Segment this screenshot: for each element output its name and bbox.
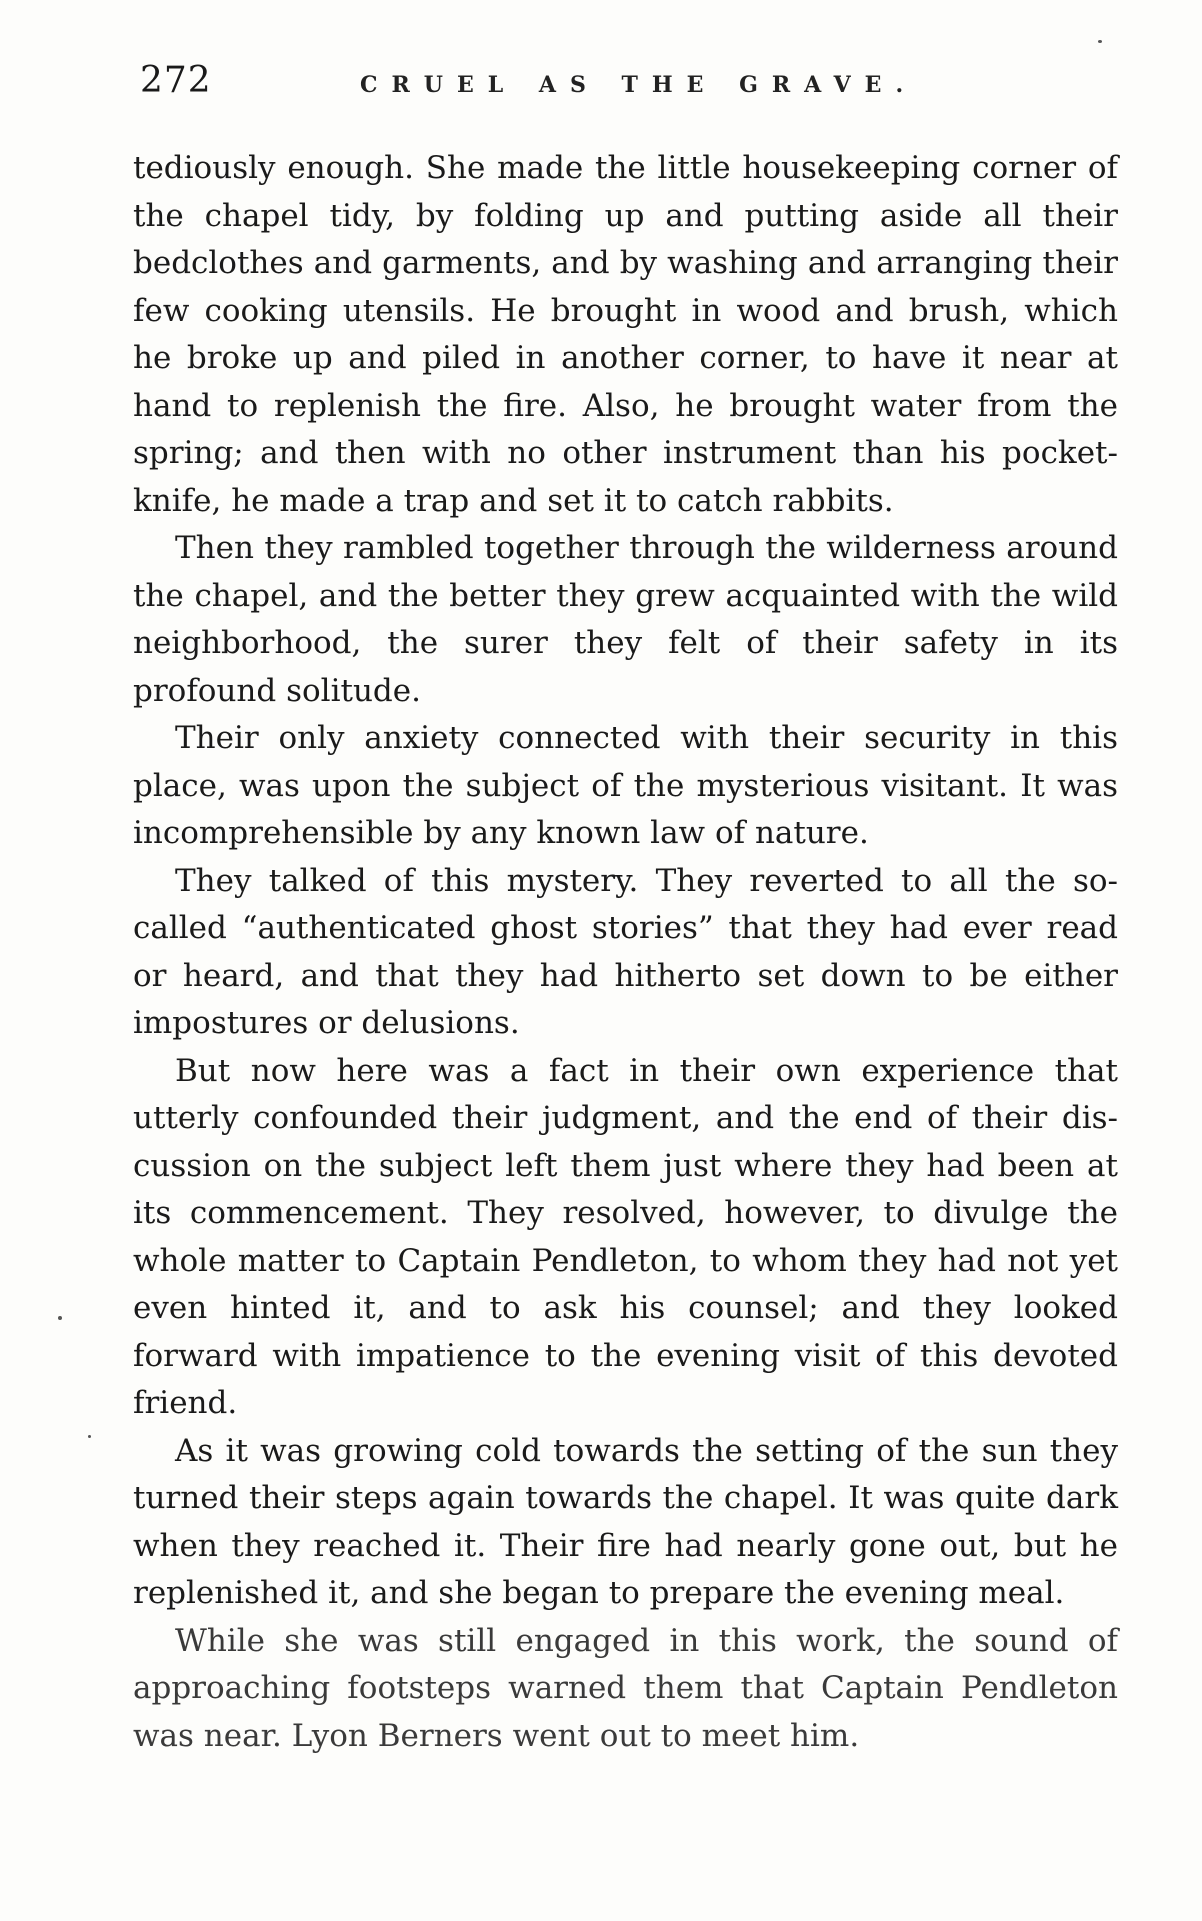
paragraph-anxiety: Their only anxiety connected with their security in this place, was upon the subject of the mysterious visitant. It was incomprehensible by any known law of nature. xyxy=(133,720,1118,851)
ink-speck xyxy=(58,1316,62,1320)
body-text xyxy=(133,145,1118,1760)
paragraph-fact: But now here was a fact in their own experience that utterly confounded their judgment, and the end of their discussion on the subject left them just where they had been at its commencement. They resolved, however, to divulge the whole matter to Captain Pendleton, to whom they had not yet even hinted it, and to ask his counsel; and they looked forward with impatience to the evening visit of this devoted friend. xyxy=(133,1052,1118,1421)
paragraph-housekeeping: tediously enough. She made the little housekeeping corner of the chapel tidy, by folding up and putting aside all their bedclothes and garments, and by washing and arranging their few cooking utensils. He brought in wood and brush, which he broke up and piled in another corner, to have it near at hand to replenish the fire. Also, he brought water from the spring; and then with no other instrument than his pocket-knife, he made a trap and set it to catch rabbits. xyxy=(133,150,1118,519)
ink-speck xyxy=(88,1435,91,1438)
paragraph-rambled: Then they rambled together through the wilderness around the chapel, and the better they grew acquainted with the wild neighborhood, the surer they felt of their safety in its profound solitude. xyxy=(133,530,1118,709)
paragraph-setting-sun: As it was growing cold towards the setting of the sun they turned their steps again towards the chapel. It was quite dark when they reached it. Their fire had nearly gone out, but he replenished it, and she began to prepare the evening meal. xyxy=(133,1432,1118,1611)
paragraph-mystery: They talked of this mystery. They reverted to all the so-called “authenticated ghost stories” that they had ever read or heard, and that they had hitherto set down to be either impostures or delusions. xyxy=(133,862,1118,1041)
ink-speck xyxy=(1098,40,1102,43)
running-title: CRUEL AS THE GRAVE. xyxy=(360,72,918,98)
paragraph-footsteps: While she was still engaged in this work, the sound of approaching footsteps warned them that Captain Pendleton was near. Lyon Berners went out to meet him. xyxy=(133,1622,1118,1754)
page-number: 272 xyxy=(140,60,212,101)
page-header xyxy=(140,52,1120,102)
